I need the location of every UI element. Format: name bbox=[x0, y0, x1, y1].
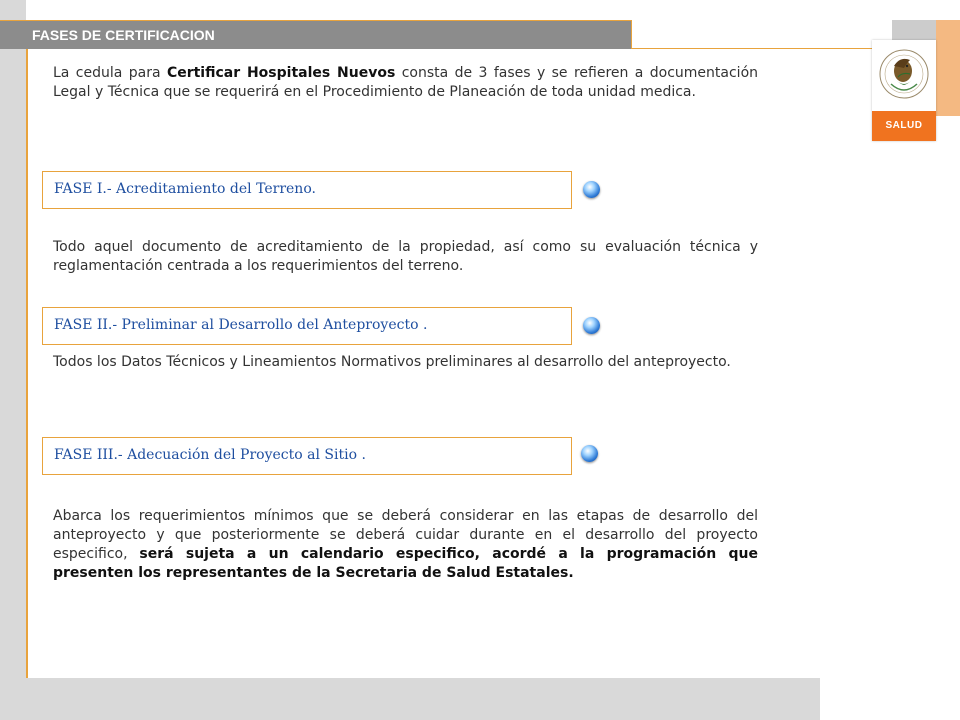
phase-1-title: FASE I.- Acreditamiento del Terreno. bbox=[54, 181, 316, 197]
phase-3-description: Abarca los requerimientos mínimos que se deberá considerar en las etapas de desarrollo del anteproyecto y que posteriormente se deberá cuidar durante en el desarrollo del proyecto especifico, será sujeta a un calendario especifico, acordé a la programación que presenten los representantes de la Secretaria de Salud Estatales. bbox=[53, 508, 758, 581]
phase-2-bullet-icon[interactable] bbox=[583, 317, 600, 334]
phase-2-box[interactable] bbox=[42, 307, 572, 345]
phase-1-box[interactable] bbox=[42, 171, 572, 209]
phase-3-box[interactable] bbox=[42, 437, 572, 475]
phase-1-bullet-icon[interactable] bbox=[583, 181, 600, 198]
mexican-seal-icon bbox=[876, 44, 932, 108]
header-bar bbox=[0, 20, 632, 49]
left-accent-line bbox=[26, 48, 28, 680]
left-side-bar bbox=[0, 0, 26, 720]
page-title: FASES DE CERTIFICACION bbox=[32, 27, 215, 43]
phase-2-description: Todos los Datos Técnicos y Lineamientos Normativos preliminares al desarrollo del anteproyecto. bbox=[53, 354, 731, 370]
phase-2-title: FASE II.- Preliminar al Desarrollo del Anteproyecto . bbox=[54, 317, 428, 333]
salud-logo bbox=[872, 40, 936, 141]
bottom-bar bbox=[0, 678, 820, 720]
phase-1-description: Todo aquel documento de acreditamiento de la propiedad, así como su evaluación técnica y reglamentación centrada a los requerimientos del terreno. bbox=[53, 239, 758, 274]
header-accent-line bbox=[632, 48, 894, 49]
intro-paragraph: La cedula para Certificar Hospitales Nuevos consta de 3 fases y se refieren a documentación Legal y Técnica que se requerirá en el Procedimiento de Planeación de toda unidad medica. bbox=[53, 65, 759, 100]
salud-label: SALUD bbox=[872, 111, 936, 141]
phase-3-bullet-icon[interactable] bbox=[581, 445, 598, 462]
phase-3-title: FASE III.- Adecuación del Proyecto al Sitio . bbox=[54, 447, 366, 463]
corner-orange-block bbox=[936, 20, 960, 116]
